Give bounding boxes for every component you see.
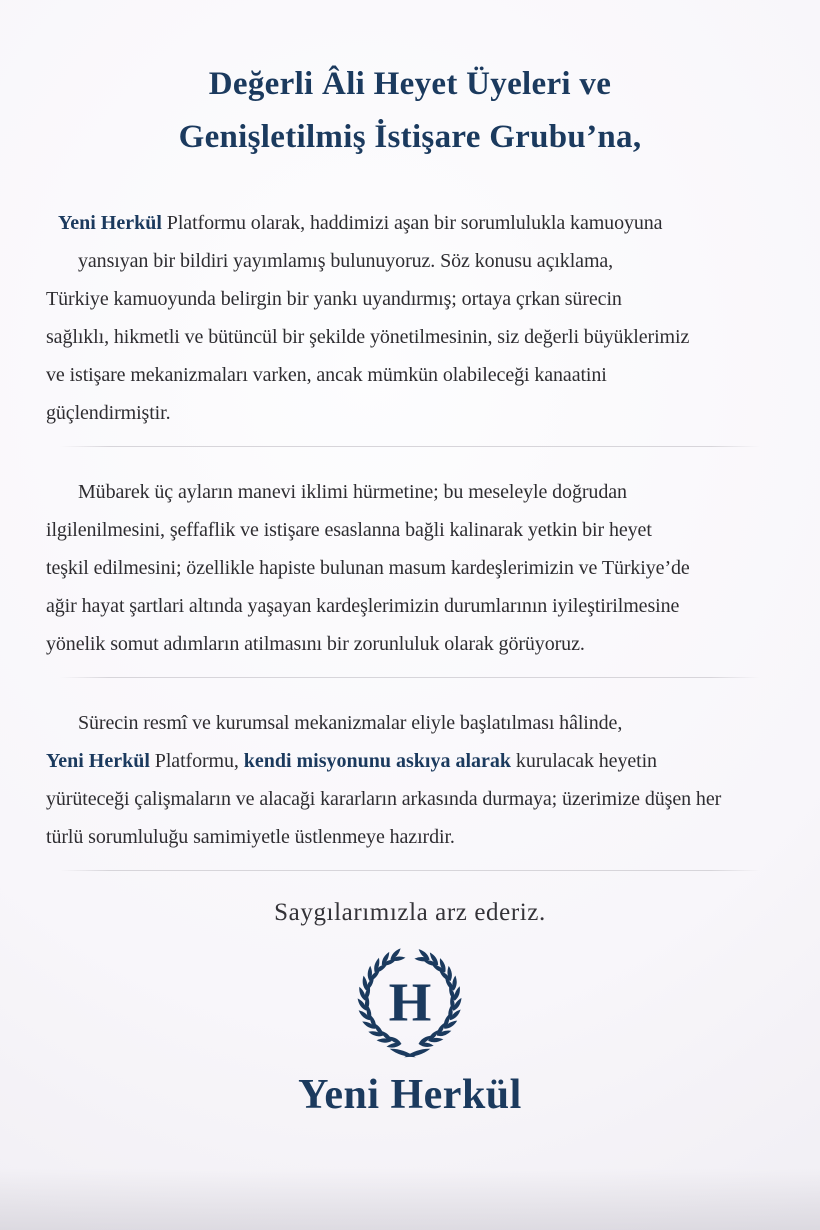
text-line bbox=[78, 473, 774, 511]
body-text: ağir hayat şartlari altında yaşayan kardeşlerimizin durumlarının iyileştirilmesine bbox=[46, 594, 680, 617]
body-text: ilgilenilmesini, şeffaflik ve istişare esaslanna bağli kalinarak yetkin bir heyet bbox=[46, 518, 652, 541]
closing-salutation: Saygılarımızla arz ederiz. bbox=[274, 898, 546, 926]
document-title bbox=[46, 58, 774, 164]
paragraph-divider bbox=[60, 870, 760, 871]
text-line bbox=[46, 818, 774, 856]
text-line bbox=[46, 742, 774, 780]
paragraph-1 bbox=[46, 204, 774, 432]
laurel-wreath-icon bbox=[310, 943, 510, 1063]
body-text: Mübarek üç ayların manevi iklimi hürmetine; bu meseleyle doğrudan bbox=[78, 480, 627, 503]
emphasis-text: Yeni Herkül bbox=[58, 211, 162, 234]
body-text: kurulacak heyetin bbox=[511, 749, 657, 772]
title-line-2: Genişletilmiş İstişare Grubu’na, bbox=[178, 118, 642, 155]
text-line bbox=[46, 780, 774, 818]
text-line bbox=[46, 511, 774, 549]
body-text: türlü sorumluluğu samimiyetle üstlenmeye hazırdir. bbox=[46, 825, 455, 848]
paragraph-divider bbox=[60, 677, 760, 678]
text-line bbox=[58, 204, 774, 242]
body-text: Platformu olarak, haddimizi aşan bir sorumlulukla kamuoyuna bbox=[161, 211, 663, 234]
body-text: yönelik somut adımların atilmasını bir zorunluluk olarak görüyoruz. bbox=[46, 632, 585, 655]
text-line bbox=[46, 394, 774, 432]
text-line bbox=[46, 549, 774, 587]
body-text: Türkiye kamuoyunda belirgin bir yankı uyandırmış; ortaya çrkan sürecin bbox=[46, 287, 622, 310]
body-text: güçlendirmiştir. bbox=[46, 401, 171, 424]
text-line bbox=[46, 280, 774, 318]
text-line bbox=[46, 318, 774, 356]
body-text: Platformu, bbox=[149, 749, 244, 772]
text-line bbox=[46, 625, 774, 663]
body-text: yansıyan bir bildiri yayımlamış bulunuyoruz. Söz konusu açıklama, bbox=[78, 249, 614, 272]
text-line bbox=[78, 242, 774, 280]
paragraph-2 bbox=[46, 473, 774, 663]
body-text: sağlıklı, hikmetli ve bütüncül bir şekilde yönetilmesinin, siz değerli büyüklerimiz bbox=[46, 325, 690, 348]
body-text: ve istişare mekanizmaları varken, ancak mümkün olabileceği kanaatini bbox=[46, 363, 607, 386]
body-text: yürüteceği çalişmaların ve alacaği kararların arkasında durmaya; üzerimize düşen her bbox=[46, 787, 722, 810]
logo-monogram: H bbox=[388, 970, 432, 1032]
title-line-1: Değerli Âli Heyet Üyeleri ve bbox=[208, 66, 612, 102]
text-line bbox=[46, 587, 774, 625]
emphasis-text: Yeni Herkül bbox=[46, 749, 150, 772]
logo bbox=[46, 943, 774, 1120]
paragraph-3 bbox=[46, 704, 774, 856]
emphasis-text: kendi misyonunu askıya alarak bbox=[243, 749, 512, 772]
body-text: teşkil edilmesini; özellikle hapiste bulunan masum kardeşlerimizin ve Türkiye’de bbox=[46, 556, 690, 579]
paragraph-divider bbox=[60, 446, 760, 447]
body-text: Sürecin resmî ve kurumsal mekanizmalar eliyle başlatılması hâlinde, bbox=[78, 711, 623, 734]
text-line bbox=[78, 704, 774, 742]
logo-wordmark: Yeni Herkül bbox=[298, 1071, 522, 1118]
text-line bbox=[46, 356, 774, 394]
